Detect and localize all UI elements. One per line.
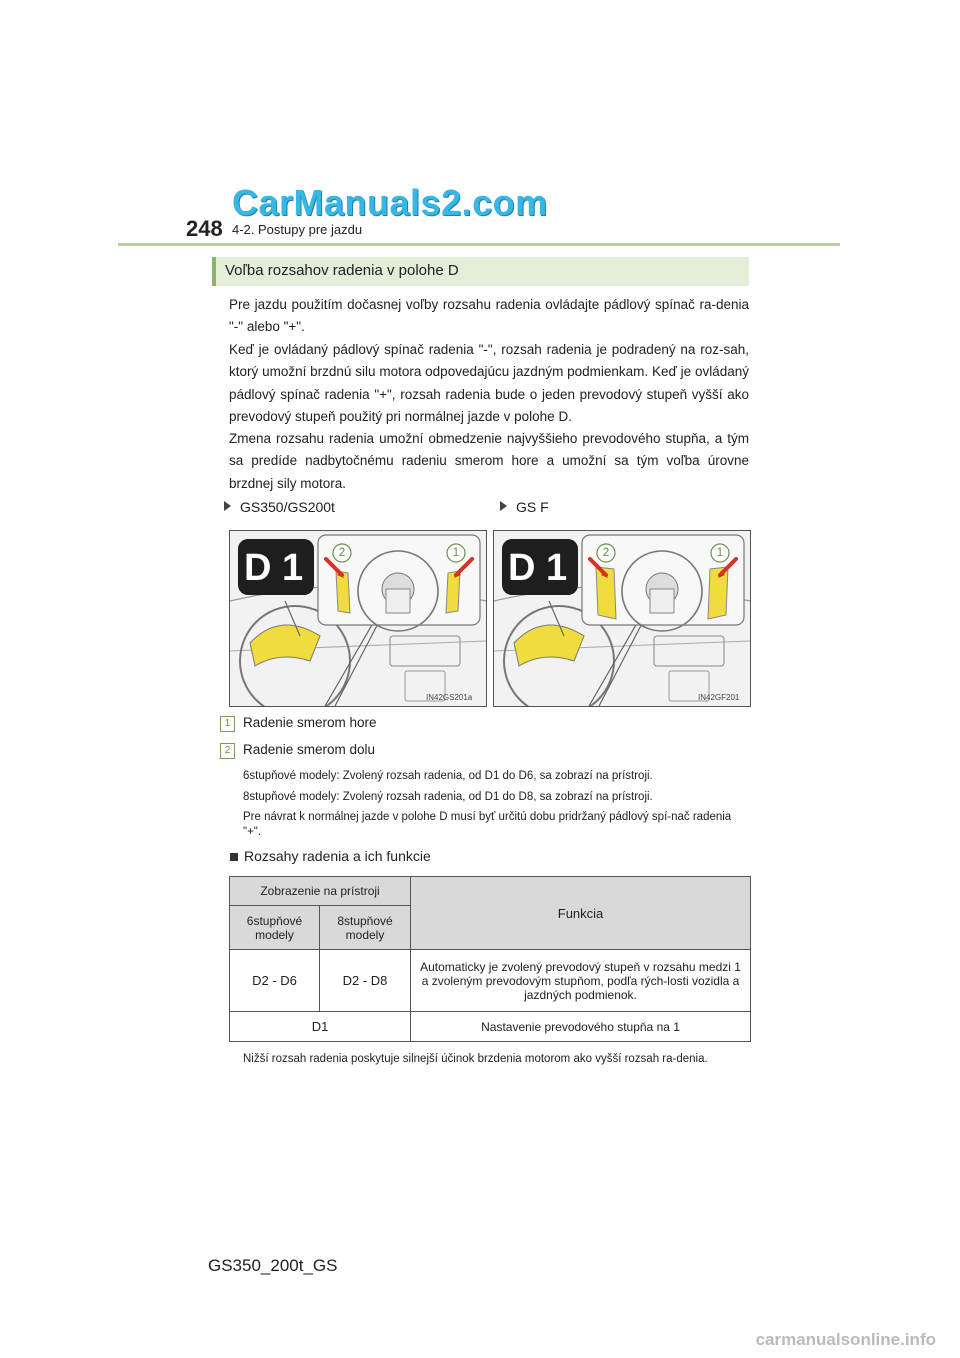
- square-bullet-icon: [230, 853, 238, 861]
- table-cell: D1: [230, 1012, 411, 1042]
- figure-badge-1: 1: [452, 545, 460, 559]
- page-number: 248: [186, 216, 223, 241]
- paragraph-range-limit: Zmena rozsahu radenia umožní obmedzenie najvyššieho prevodového stupňa, a tým sa predíde nadbytočnému radeniu smerom hore a umožní sa tým voľba úrovne brzdnej sily motora.: [229, 431, 749, 491]
- figure-badge-2: 2: [602, 545, 610, 559]
- figure-badge-1: 1: [716, 545, 724, 559]
- figure-badge-2: 2: [338, 545, 346, 559]
- legend-badge-2: 2: [220, 743, 235, 759]
- table-cell: Nastavenie prevodového stupňa na 1: [411, 1012, 751, 1042]
- table-note: Nižší rozsah radenia poskytuje silnejší účinok brzdenia motorom ako vyšší rozsah ra-denia.: [243, 1053, 708, 1065]
- watermark-logo: CarManuals2.com: [232, 182, 548, 223]
- chapter-title: 4-2. Postupy pre jazdu: [232, 222, 363, 237]
- table-header-row: [230, 877, 751, 906]
- table-header-8speed: 8stupňové modely: [320, 906, 411, 950]
- paragraph-intro: Pre jazdu použitím dočasnej voľby rozsahu radenia ovládajte pádlový spínač ra-denia "-" alebo "+".: [229, 297, 749, 335]
- section-title-bar: [212, 257, 749, 286]
- footer-watermark: carmanualsonline.info: [755, 1330, 936, 1349]
- header-divider: [118, 243, 840, 246]
- figure-label-text: GS F: [516, 499, 549, 515]
- triangle-bullet-icon: [500, 501, 507, 511]
- legend-badge-1: 1: [220, 716, 235, 732]
- table-header-display: Zobrazenie na prístroji: [230, 877, 411, 906]
- figure-code: IN42GF201: [698, 693, 740, 702]
- note-6speed: 6stupňové modely: Zvolený rozsah radenia, od D1 do D6, sa zobrazí na prístroji.: [243, 770, 653, 782]
- legend-text-2: Radenie smerom dolu: [243, 742, 376, 757]
- footer-model: GS350_200t_GS: [208, 1256, 338, 1275]
- table-row: [230, 950, 751, 1012]
- section-title: Voľba rozsahov radenia v polohe D: [225, 262, 459, 279]
- gear-display-text: D 1: [508, 547, 568, 589]
- gear-display-text: D 1: [244, 547, 304, 589]
- shift-range-table: [229, 876, 751, 1042]
- paragraph-shift-down: Keď je ovládaný pádlový spínač radenia "-", rozsah radenia je podradený na roz-sah, ktorý umožní brzdnú silu motora odpovedajúcu jazdným podmienkam. Keď je ovládaný pádlový spínač radenia "+", rozsah radenia bude o jeden prevodový stupeň vyšší ako prevodový stupeň použitý pri normálnej jazde v polohe D.: [229, 342, 749, 424]
- triangle-bullet-icon: [224, 501, 231, 511]
- note-return-normal: Pre návrat k normálnej jazde v polohe D musí byť určitú dobu pridržaný pádlový spí-nač radenia "+".: [243, 811, 732, 838]
- table-cell: D2 - D8: [320, 950, 411, 1012]
- table-cell: D2 - D6: [230, 950, 320, 1012]
- figure-label-text: GS350/GS200t: [240, 499, 335, 515]
- section-accent-stripe: [212, 257, 216, 286]
- table-header-6speed: 6stupňové modely: [230, 906, 320, 950]
- table-header-function: Funkcia: [411, 877, 751, 950]
- note-8speed: 8stupňové modely: Zvolený rozsah radenia, od D1 do D8, sa zobrazí na prístroji.: [243, 791, 653, 803]
- figure-code: IN42GS201a: [426, 693, 473, 702]
- table-row: [230, 1012, 751, 1042]
- figure-label-gs350: [224, 499, 335, 515]
- figure-gs350-paddles: [229, 530, 487, 707]
- legend-text-1: Radenie smerom hore: [243, 715, 377, 730]
- subsection-title: [230, 848, 431, 864]
- subsection-title-text: Rozsahy radenia a ich funkcie: [244, 848, 431, 864]
- figure-label-gsf: [500, 499, 549, 515]
- table-cell: Automaticky je zvolený prevodový stupeň v rozsahu medzi 1 a zvoleným prevodovým stupňom, podľa rých-losti vozidla a jazdných podmienok.: [411, 950, 751, 1012]
- figure-gsf-paddles: [493, 530, 751, 707]
